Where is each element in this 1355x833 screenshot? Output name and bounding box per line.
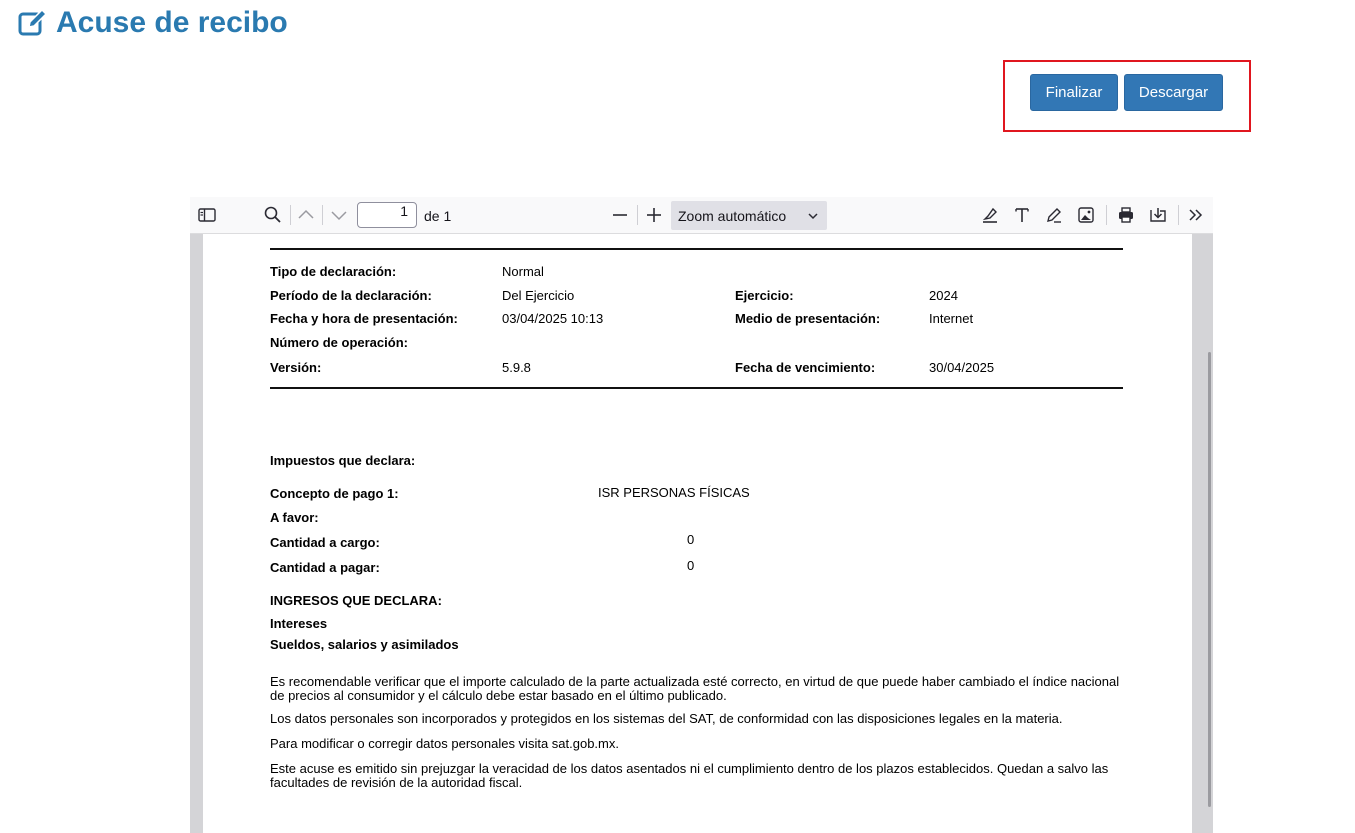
medio-label: Medio de presentación: <box>735 311 881 326</box>
pdf-page <box>203 234 1192 833</box>
note-paragraph: Los datos personales son incorporados y protegidos en los sistemas del SAT, de conformidad con las disposiciones legales en la materia. <box>270 711 1063 726</box>
zoom-in-icon[interactable] <box>644 205 664 225</box>
tipo-label: Tipo de declaración: <box>270 264 397 279</box>
page-number-input[interactable]: 1 <box>357 202 417 228</box>
periodo-label: Período de la declaración: <box>270 288 432 303</box>
toolbar-separator <box>637 205 638 225</box>
page-count: de 1 <box>424 208 452 224</box>
ejercicio-value: 2024 <box>929 288 958 303</box>
fecha-value: 03/04/2025 10:13 <box>502 311 604 326</box>
concepto-value: ISR PERSONAS FÍSICAS <box>598 485 750 500</box>
edit-icon <box>18 9 48 37</box>
pagar-value: 0 <box>687 558 695 573</box>
draw-icon[interactable] <box>1044 205 1064 225</box>
highlight-icon[interactable] <box>980 205 1000 225</box>
note-paragraph: Es recomendable verificar que el importe calculado de la parte actualizada esté correcto, en virtud de que puede haber cambiado el índice nacional de precios al consumidor y el cálculo debe estar basado en el último publicado. <box>270 674 1120 703</box>
descargar-button[interactable]: Descargar <box>1124 74 1223 111</box>
toolbar-separator <box>290 205 291 225</box>
version-value: 5.9.8 <box>502 360 531 375</box>
ejercicio-label: Ejercicio: <box>735 288 794 303</box>
more-tools-icon[interactable] <box>1186 205 1206 225</box>
ingreso-item: Intereses <box>270 616 328 631</box>
toolbar-separator <box>1178 205 1179 225</box>
pdf-viewer <box>190 197 1213 833</box>
pagar-label: Cantidad a pagar: <box>270 560 380 575</box>
image-icon[interactable] <box>1076 205 1096 225</box>
divider <box>270 387 1123 389</box>
page-title-text: Acuse de recibo <box>56 6 288 39</box>
cargo-value: 0 <box>687 532 695 547</box>
version-label: Versión: <box>270 360 322 375</box>
search-icon[interactable] <box>263 205 283 225</box>
page-title <box>18 6 288 40</box>
tipo-value: Normal <box>502 264 544 279</box>
toolbar-separator <box>1106 205 1107 225</box>
finalizar-button[interactable]: Finalizar <box>1030 74 1118 111</box>
print-icon[interactable] <box>1116 205 1136 225</box>
previous-page-icon[interactable] <box>296 205 316 225</box>
fecha-label: Fecha y hora de presentación: <box>270 311 458 326</box>
note-paragraph: Para modificar o corregir datos personales visita sat.gob.mx. <box>270 736 619 751</box>
zoom-select-value: Zoom automático <box>678 208 787 224</box>
scrollbar[interactable] <box>1208 352 1211 807</box>
toolbar-separator <box>322 205 323 225</box>
next-page-icon[interactable] <box>329 205 349 225</box>
note-paragraph: Este acuse es emitido sin prejuzgar la veracidad de los datos asentados ni el cumplimiento dentro de los plazos establecidos. Quedan a salvo las facultades de revisión de la autoridad fiscal. <box>270 761 1109 790</box>
vencimiento-label: Fecha de vencimiento: <box>735 360 876 375</box>
ingreso-item: Sueldos, salarios y asimilados <box>270 637 459 652</box>
ingresos-heading: INGRESOS QUE DECLARA: <box>270 593 442 608</box>
concepto-label: Concepto de pago 1: <box>270 486 399 501</box>
chevron-down-icon <box>807 209 819 225</box>
divider <box>270 248 1123 250</box>
operacion-label: Número de operación: <box>270 335 408 350</box>
text-tool-icon[interactable] <box>1012 205 1032 225</box>
afavor-label: A favor: <box>270 510 319 525</box>
periodo-value: Del Ejercicio <box>502 288 575 303</box>
zoom-select[interactable] <box>671 201 827 230</box>
medio-value: Internet <box>929 311 974 326</box>
sidebar-toggle-icon[interactable] <box>197 205 217 225</box>
zoom-out-icon[interactable] <box>610 205 630 225</box>
cargo-label: Cantidad a cargo: <box>270 535 380 550</box>
save-icon[interactable] <box>1148 205 1168 225</box>
impuestos-heading: Impuestos que declara: <box>270 453 416 468</box>
pdf-toolbar <box>190 197 1213 234</box>
vencimiento-value: 30/04/2025 <box>929 360 995 375</box>
